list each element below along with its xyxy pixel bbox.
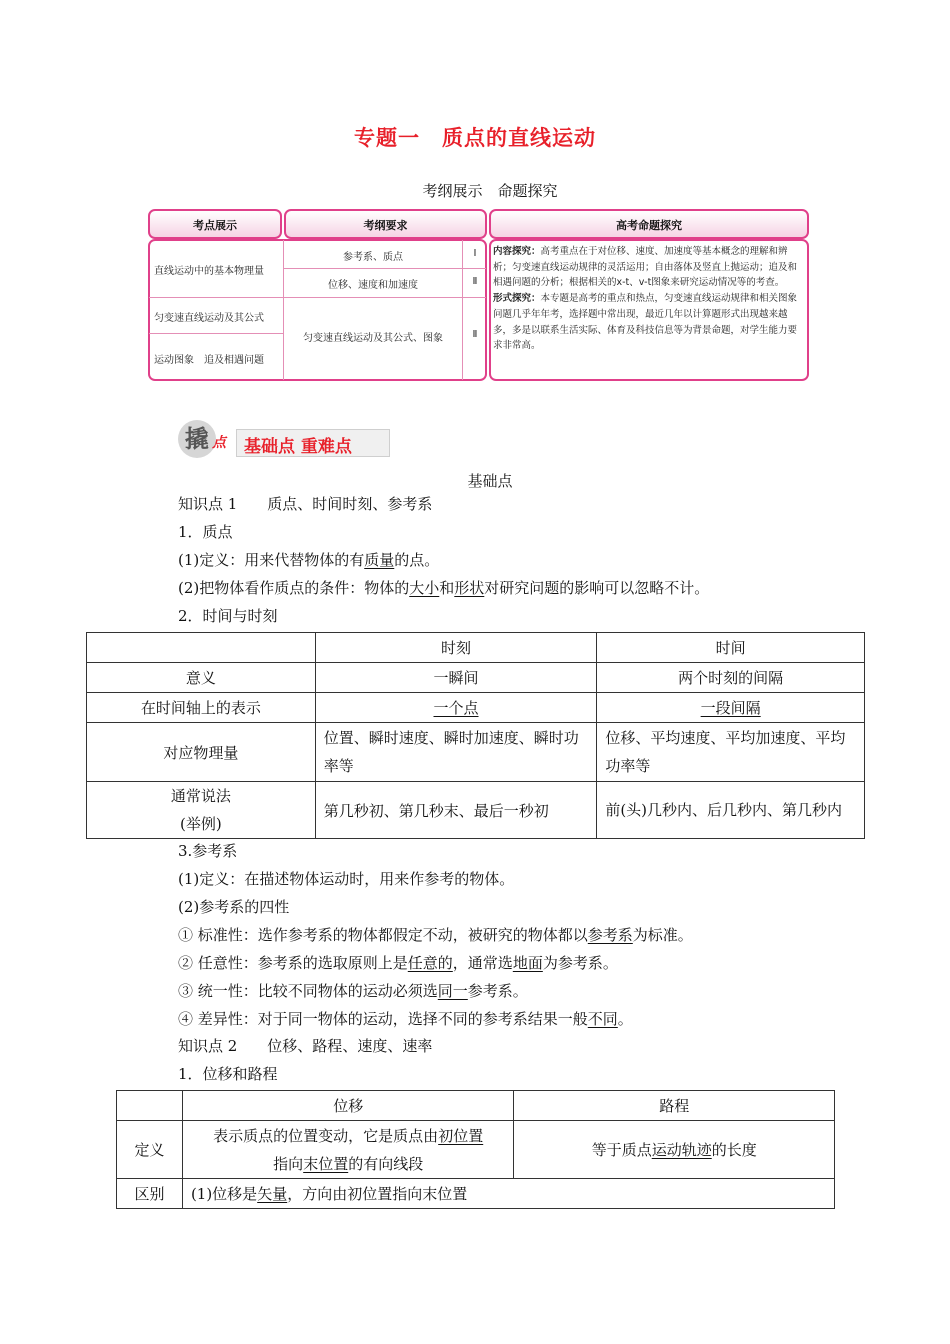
header-topics: 考点展示: [148, 209, 282, 239]
k1-cond: (2)把物体看作质点的条件：物体的大小和形状对研究问题的影响可以忽略不计。: [178, 579, 710, 597]
section-title: 基础点: [467, 472, 513, 490]
topic-3: 运动图象 追及相遇问题: [154, 355, 264, 366]
topic-2: 匀变速直线运动及其公式: [154, 313, 264, 324]
k1-four: (2)参考系的四性: [178, 898, 290, 916]
level-3: Ⅱ: [472, 329, 478, 340]
k1-s1: 1．质点: [178, 523, 233, 541]
time-table: 时刻 时间 意义 一瞬间 两个时刻的间隔 在时间轴上的表示 一个点 一段间隔 对应物理量 位置、瞬时速度、瞬时加速度、瞬时功率等 位移、平均速度、平均加速度、平均功率等 通常说法 (举例) 第几秒初、第几秒末、最后一秒初 前(头)几秒内、后几秒内、第几秒内: [86, 632, 865, 839]
form-text: 本专题是高考的重点和热点，匀变速直线运动规律和相关图象问题几乎年年考，选择题中常出现，最近几年以计算题形式出现越来越多，多是以联系生活实际、体育及科技信息等为背景命题，对学生能力要求非常高。: [493, 293, 798, 352]
topic-1: 直线运动中的基本物理量: [154, 266, 264, 277]
k1-s3: 3.参考系: [178, 842, 238, 860]
badge-sub: 点: [212, 435, 226, 451]
requirement-2: 位移、速度和加速度: [328, 280, 418, 291]
k1-ref-def: (1)定义：在描述物体运动时，用来作参考的物体。: [178, 870, 515, 888]
col-moment: 时刻: [315, 633, 597, 663]
form-label: 形式探究：: [493, 293, 541, 305]
page-subtitle: 考纲展示 命题探究: [422, 182, 558, 200]
level-1: Ⅰ: [473, 248, 477, 259]
section-badge-text: 基础点 重难点: [244, 437, 352, 457]
level-2: Ⅱ: [472, 276, 478, 287]
k1-p2: ② 任意性：参考系的选取原则上是任意的，通常选地面为参考系。: [178, 954, 618, 972]
k1-def: (1)定义：用来代替物体的有质量的点。: [178, 551, 440, 569]
k1-p3: ③ 统一性：比较不同物体的运动必须选同一参考系。: [178, 982, 528, 1000]
k2-heading: 知识点 2 位移、路程、速度、速率: [178, 1037, 433, 1055]
k2-s1: 1．位移和路程: [178, 1065, 278, 1083]
col-displacement: 位移: [182, 1091, 514, 1121]
header-exploration: 高考命题探究: [489, 209, 809, 239]
col-distance: 路程: [514, 1091, 835, 1121]
displacement-table: 位移 路程 定义 表示质点的位置变动，它是质点由初位置 指向末位置的有向线段 等于质点运动轨迹的长度 区别 (1)位移是矢量，方向由初位置指向末位置: [116, 1090, 835, 1209]
col-time: 时间: [597, 633, 865, 663]
content-label: 内容探究：: [493, 246, 541, 257]
requirement-1: 参考系、质点: [343, 252, 403, 263]
content-text: 高考重点在于对位移、速度、加速度等基本概念的理解和辨析；匀变速直线运动规律的灵活运用；自由落体及竖直上抛运动；追及和相遇问题的分析；根据相关的x-t、v-t图象来研究运动情况等的考查。: [493, 246, 798, 289]
k1-p4: ④ 差异性：对于同一物体的运动，选择不同的参考系结果一般不同。: [178, 1010, 633, 1028]
exploration-text: [493, 244, 806, 354]
page-title: 专题一 质点的直线运动: [354, 126, 596, 150]
header-requirements: 考纲要求: [284, 209, 487, 239]
pry-icon: 撬: [178, 420, 216, 458]
k1-p1: ① 标准性：选作参考系的物体都假定不动，被研究的物体都以参考系为标准。: [178, 926, 693, 944]
k1-heading: 知识点 1 质点、时间时刻、参考系: [178, 495, 433, 513]
requirement-3: 匀变速直线运动及其公式、图象: [303, 333, 443, 344]
k1-s2: 2．时间与时刻: [178, 607, 278, 625]
